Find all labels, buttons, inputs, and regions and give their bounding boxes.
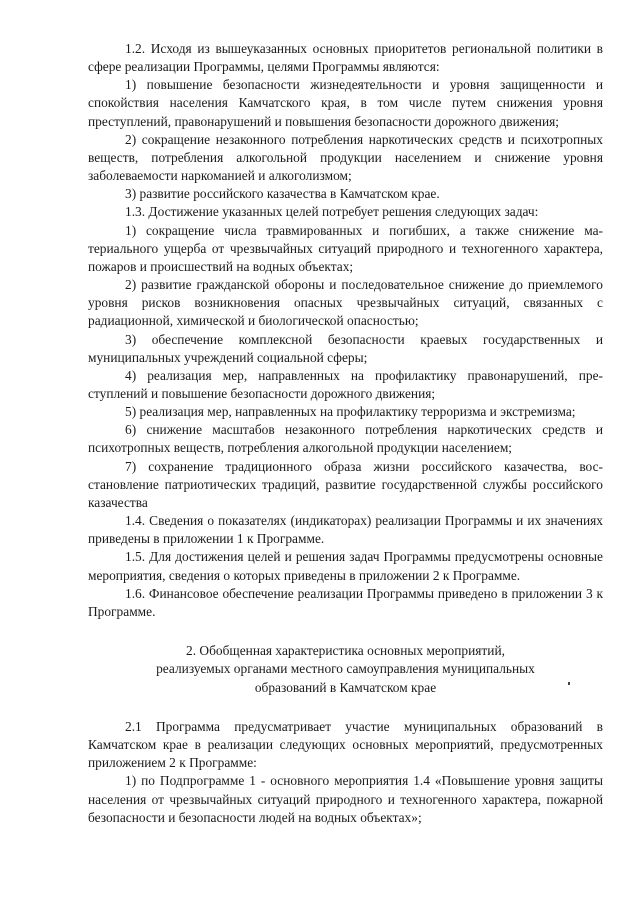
paragraph-1-6: 1.6. Финансовое обеспечение реализации Программы приведено в приложении 3 к Программе. xyxy=(88,585,603,619)
paragraph-1-4: 1.4. Сведения о показателях (индикаторах) реализации Программы и их значениях приведены в приложении 1 к Программе. xyxy=(88,513,603,547)
section-spacer xyxy=(88,697,603,718)
task-1: 1) сокращение числа травмированных и погибших, а также снижение материального ущерба от чрезвычайных ситуаций природного и техногенного характера, пожаров и происшествий на водных объектах; xyxy=(88,222,603,274)
goal-1: 1) повышение безопасности жизнедеятельности и уровня защищенности и спокойствия населения Камчатского края, в том числе путем снижения уровня преступлений, правонарушений и повышения безопасности дорожного движения; xyxy=(88,77,603,129)
section-heading-line-3: образований в Камчатском крае xyxy=(254,679,437,695)
scan-speck xyxy=(568,682,570,685)
paragraph-1-3: 1.3. Достижение указанных целей потребует решения следующих задач: xyxy=(125,204,539,220)
section-2-heading xyxy=(88,642,603,697)
task-7: 7) сохранение традиционного образа жизни российского казачества, восстановление патриотических традиций, развитие государственной службы российского казачества xyxy=(88,458,603,510)
task-3: 3) обеспечение комплексной безопасности краевых государственных и муниципальных учреждений социальной сферы; xyxy=(88,331,603,365)
section-heading-line-2: реализуемых органами местного самоуправления муниципальных xyxy=(156,661,535,677)
section-heading-line-1: 2. Обобщенная характеристика основных мероприятий, xyxy=(186,643,505,658)
task-2: 2) развитие гражданской обороны и последовательное снижение до приемлемого уровня рисков возникновения опасных чрезвычайных ситуаций, связанных с радиационной, химической и биологической опасностью; xyxy=(88,277,603,329)
goal-2: 2) сокращение незаконного потребления наркотических средств и психотропных веществ, потребления алкогольной продукции населением и снижение уровня заболеваемости наркоманией и алкоголизмом; xyxy=(88,131,603,184)
document-page xyxy=(88,40,603,827)
task-4: 4) реализация мер, направленных на профилактику правонарушений, преступлений и повышение безопасности дорожного движения; xyxy=(88,367,603,401)
goal-3: 3) развитие российского казачества в Камчатском крае. xyxy=(125,186,440,202)
paragraph-2-1: 2.1 Программа предусматривает участие муниципальных образований в Камчатском крае в реализации следующих основных мероприятий, предусмотренных приложением 2 к Программе: xyxy=(88,718,603,771)
task-5: 5) реализация мер, направленных на профилактику терроризма и экстремизма; xyxy=(125,404,576,420)
paragraph-1-2: 1.2. Исходя из вышеуказанных основных приоритетов региональной политики в сфере реализации Программы, целями Программы являются: xyxy=(88,41,603,75)
subprogram-1-item: 1) по Подпрограмме 1 - основного мероприятия 1.4 «Повышение уровня защиты населения от чрезвычайных ситуаций природного и техногенного характера, пожарной безопасности и безопасности людей на водных объектах»; xyxy=(88,773,603,825)
task-6: 6) снижение масштабов незаконного потребления наркотических средств и психотропных веществ, потребления алкогольной продукции населением; xyxy=(88,422,603,456)
paragraph-1-5: 1.5. Для достижения целей и решения задач Программы предусмотрены основные мероприятия, сведения о которых приведены в приложении 2 к Программе. xyxy=(88,549,603,583)
